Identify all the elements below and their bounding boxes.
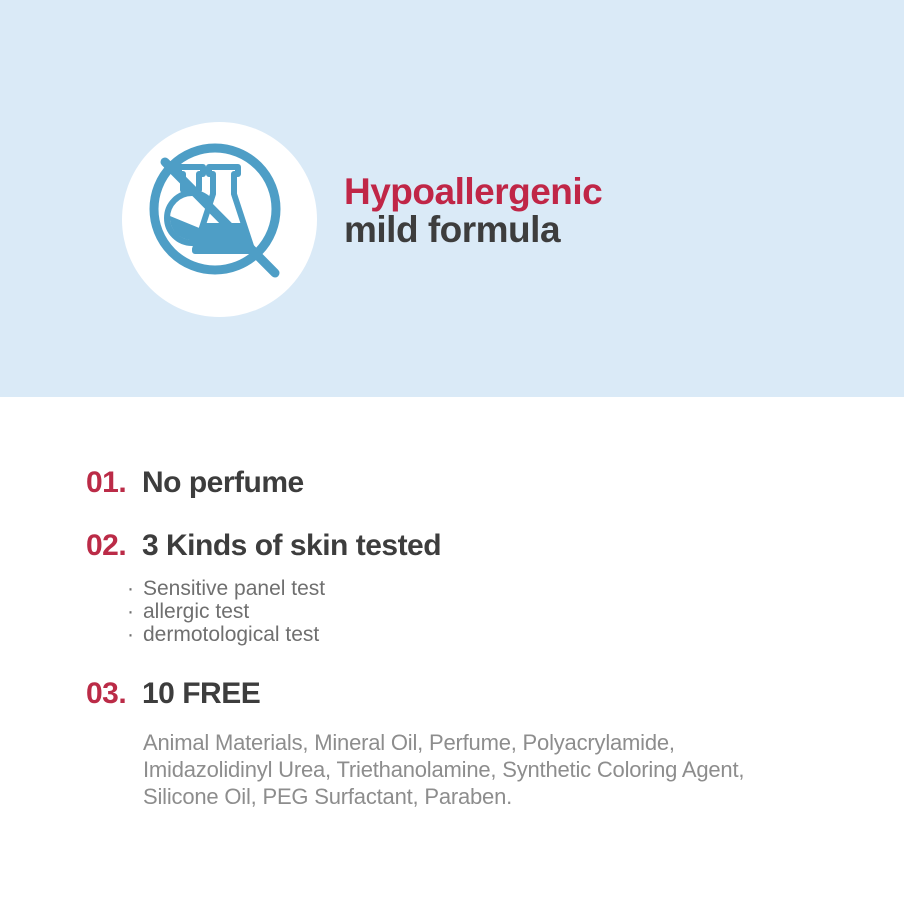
bullet-dot-icon: · — [127, 623, 134, 646]
free-from-description — [143, 729, 863, 810]
bullet-dot-icon: · — [127, 577, 134, 600]
bullet-item — [127, 600, 325, 623]
bullet-item — [127, 623, 325, 646]
bullet-item — [127, 577, 325, 600]
hero-title-rest: mild formula — [344, 209, 561, 250]
item-title: 10 FREE — [142, 677, 261, 710]
description-line: Silicone Oil, PEG Surfactant, Paraben. — [143, 784, 513, 809]
bullet-text: Sensitive panel test — [143, 577, 326, 600]
feature-item-01 — [86, 466, 304, 500]
bullet-text: dermotological test — [143, 623, 320, 646]
no-chemicals-icon — [145, 136, 295, 286]
description-line: Imidazolidinyl Urea, Triethanolamine, Synthetic Coloring Agent, — [143, 757, 745, 782]
item-title: 3 Kinds of skin tested — [142, 529, 442, 562]
feature-item-03 — [86, 677, 260, 711]
item-number: 01. — [86, 466, 127, 499]
item-title: No perfume — [142, 466, 304, 499]
bullet-text: allergic test — [143, 600, 250, 623]
skin-test-bullet-list — [127, 577, 325, 646]
hero-section — [0, 0, 904, 397]
description-line: Animal Materials, Mineral Oil, Perfume, Polyacrylamide, — [143, 730, 675, 755]
feature-item-02 — [86, 529, 441, 563]
item-number: 03. — [86, 677, 127, 710]
hero-title-accent: Hypoallergenic — [344, 171, 603, 212]
hero-title — [344, 173, 602, 249]
item-number: 02. — [86, 529, 127, 562]
no-chemicals-badge — [122, 122, 317, 317]
bullet-dot-icon: · — [127, 600, 134, 623]
